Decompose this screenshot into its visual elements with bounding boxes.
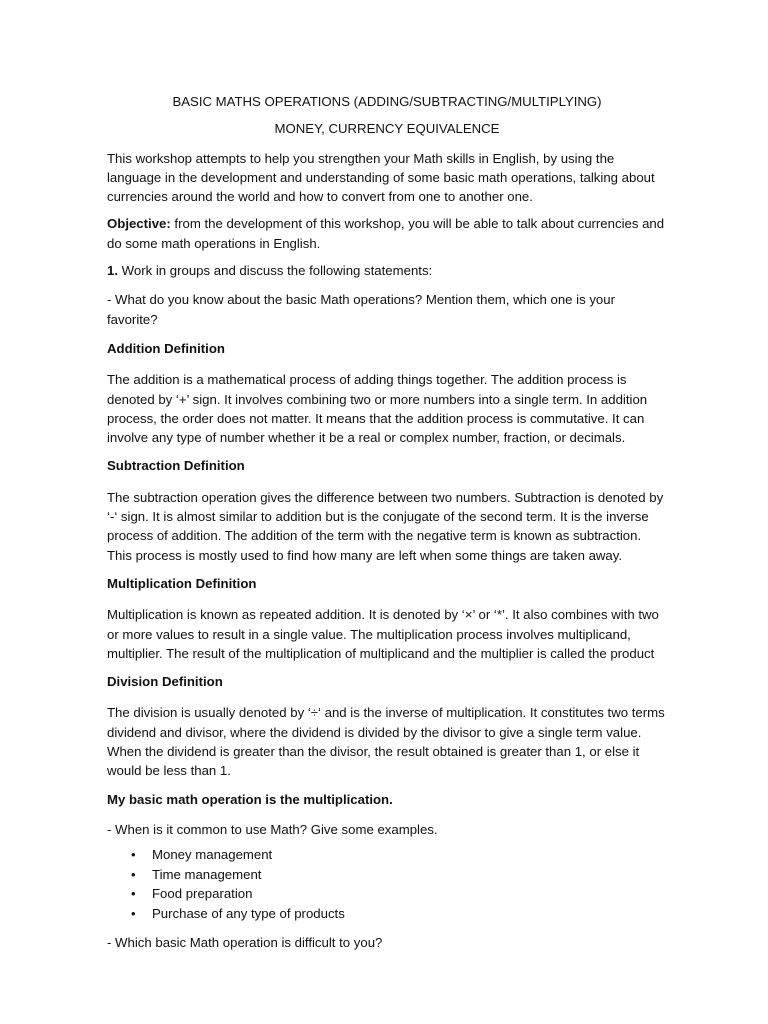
objective-label: Objective: <box>107 216 171 232</box>
addition-body: The addition is a mathematical process of adding things together. The addition process is denoted by ‘+’ sign. It involves combining two or more numbers into a single term. In addition process, the order does not matter. It means that the addition process is commutative. It can involve any type of number whether it be a real or complex number, fraction, or decimals. <box>107 372 648 446</box>
objective-paragraph <box>107 214 667 253</box>
list-item-text: Food preparation <box>152 886 253 902</box>
bullet-icon: • <box>131 905 136 921</box>
question-basic-operations: - What do you know about the basic Math operations? Mention them, which one is your favorite? <box>107 292 615 327</box>
objective-text: from the development of this workshop, you will be able to talk about currencies and do some math operations in English. <box>107 216 665 251</box>
document-body <box>107 92 667 961</box>
addition-heading: Addition Definition <box>107 340 225 356</box>
list-item <box>107 845 667 865</box>
intro-paragraph: This workshop attempts to help you strengthen your Math skills in English, by using the language in the development and understanding of some basic math operations, talking about currencies around the world and how to convert from one to another one. <box>107 150 655 205</box>
bullet-icon: • <box>131 847 136 863</box>
list-item-text: Money management <box>152 847 273 863</box>
task-number: 1. <box>107 263 118 279</box>
examples-list <box>107 845 667 923</box>
task-paragraph <box>107 261 667 280</box>
list-item-text: Time management <box>152 866 262 882</box>
subtraction-heading: Subtraction Definition <box>107 458 245 474</box>
document-title: BASIC MATHS OPERATIONS (ADDING/SUBTRACTING/MULTIPLYING) <box>172 94 602 109</box>
multiplication-heading: Multiplication Definition <box>107 575 257 591</box>
list-item <box>107 904 667 924</box>
division-body: The division is usually denoted by ‘÷‘ and is the inverse of multiplication. It constitutes two terms dividend and divisor, where the dividend is divided by the divisor to give a single term value. When the dividend is greater than the divisor, the result obtained is greater than 1, or else it would be less than 1. <box>107 705 665 779</box>
question-difficult-operation: - Which basic Math operation is difficult to you? <box>107 935 383 951</box>
list-item <box>107 865 667 885</box>
bullet-icon: • <box>131 866 136 882</box>
bullet-icon: • <box>131 886 136 902</box>
document-subtitle: MONEY, CURRENCY EQUIVALENCE <box>274 121 500 137</box>
division-heading: Division Definition <box>107 674 223 690</box>
list-item-text: Purchase of any type of products <box>152 905 345 921</box>
list-item <box>107 884 667 904</box>
answer-line: My basic math operation is the multiplication. <box>107 791 393 807</box>
multiplication-body: Multiplication is known as repeated addition. It is denoted by ‘×’ or ‘*’. It also combines with two or more values to result in a single value. The multiplication process involves multiplicand, multiplier. The result of the multiplication of multiplicand and the multiplier is called the product <box>107 607 659 661</box>
question-when-to-use-math: - When is it common to use Math? Give some examples. <box>107 821 438 837</box>
task-text: Work in groups and discuss the following statements: <box>118 263 433 279</box>
subtraction-body: The subtraction operation gives the difference between two numbers. Subtraction is denoted by ‘-‘ sign. It is almost similar to addition but is the conjugate of the second term. It is the inverse process of addition. The addition of the term with the negative term is known as subtraction. This process is mostly used to find how many are left when some things are taken away. <box>107 489 664 563</box>
